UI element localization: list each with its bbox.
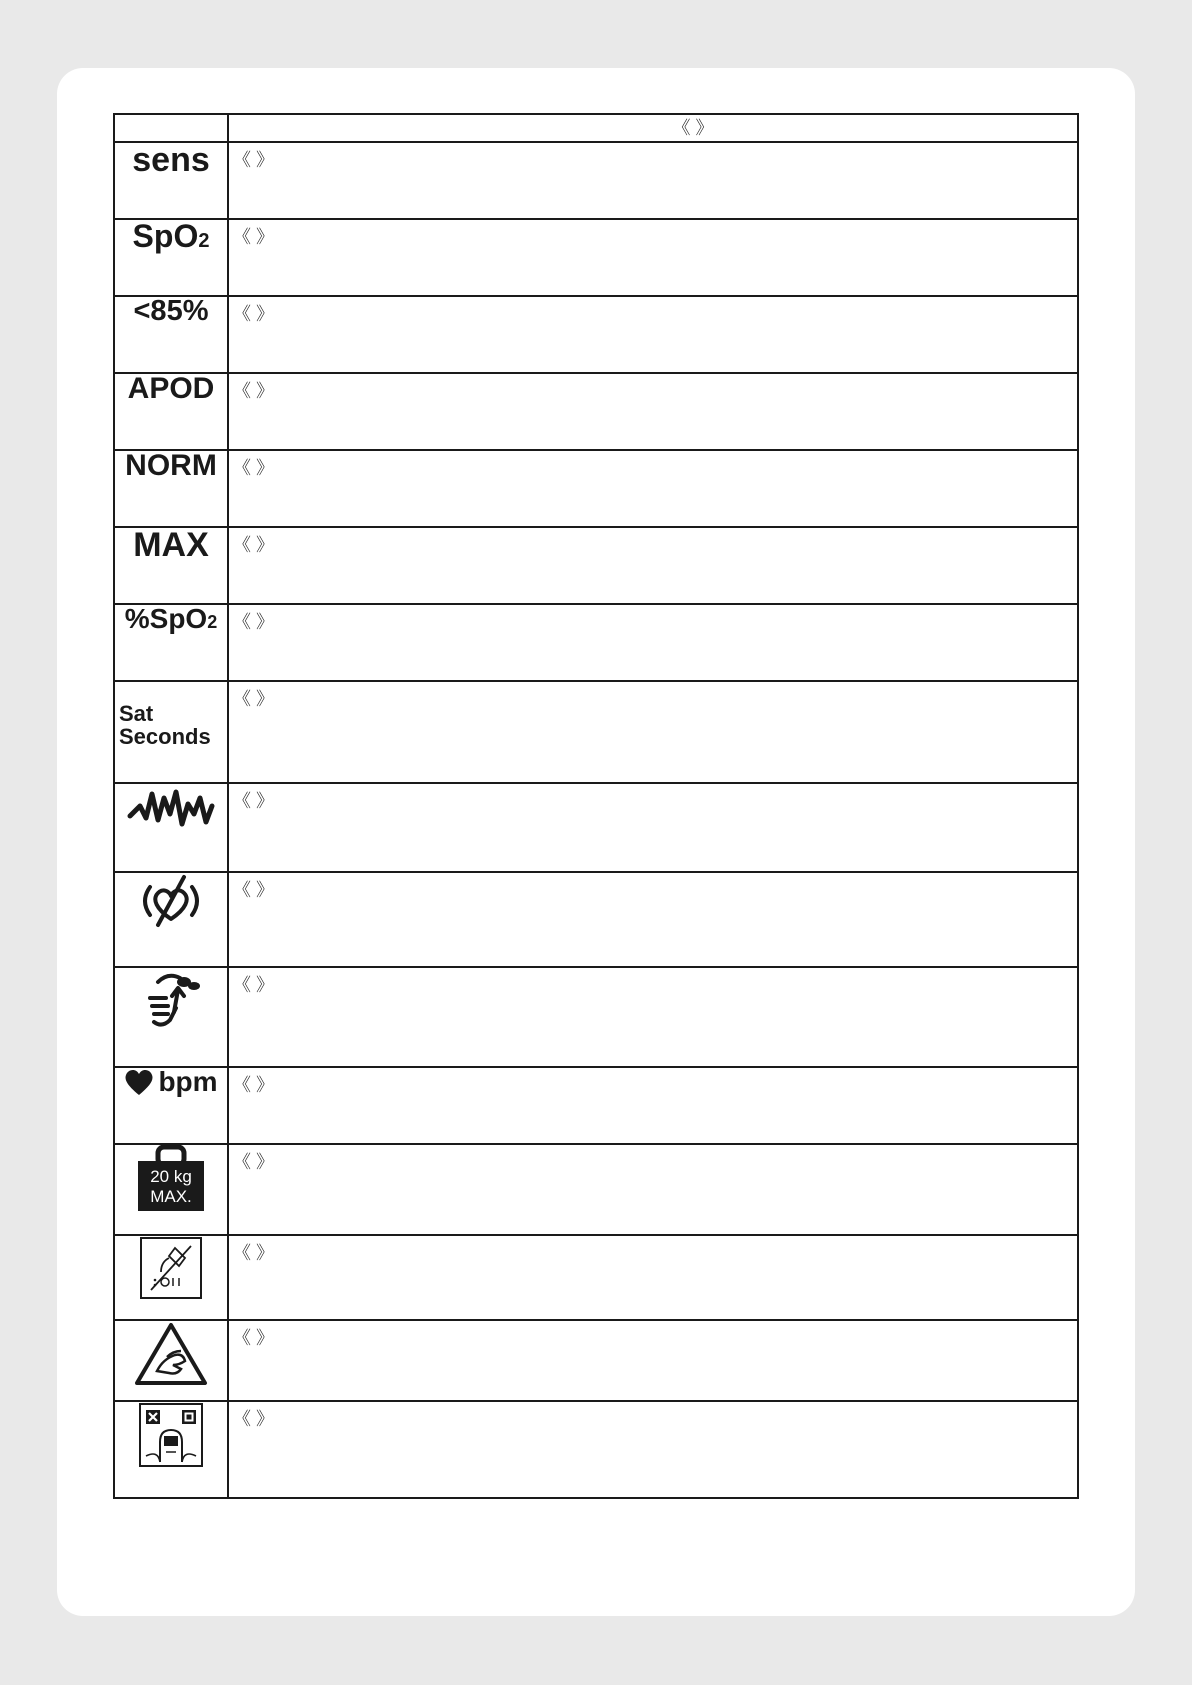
heart-icon [124, 1068, 154, 1096]
description-cell [228, 527, 1078, 604]
symbol-cell [114, 1235, 228, 1320]
description-cell [228, 872, 1078, 967]
description-cell [228, 783, 1078, 872]
table-row [114, 450, 1078, 527]
symbol-table [113, 113, 1079, 1499]
table-row [114, 1320, 1078, 1401]
table-row [114, 681, 1078, 783]
table-row [114, 783, 1078, 872]
description-cell [228, 1144, 1078, 1235]
description-text: 《 》 [233, 1152, 275, 1172]
symbol-cell [114, 681, 228, 783]
pinch-hazard-icon [115, 1321, 227, 1387]
symbol-cell [114, 527, 228, 604]
description-text: 《 》 [233, 1243, 275, 1263]
symbol-cell [114, 967, 228, 1067]
sensor-off-finger-icon [115, 968, 227, 1038]
header-meaning-label: 《 》 [672, 118, 714, 138]
description-cell [228, 1320, 1078, 1401]
description-cell [228, 1401, 1078, 1498]
description-cell [228, 373, 1078, 450]
description-text: 《 》 [233, 791, 275, 811]
symbol-cell [114, 1320, 228, 1401]
symbol-cell [114, 1144, 228, 1235]
sat-seconds-symbol: Sat Seconds [119, 701, 211, 749]
symbol-cell [114, 783, 228, 872]
description-text: 《 》 [233, 1328, 275, 1348]
symbol-cell [114, 219, 228, 296]
heart-bpm-symbol: bpm [124, 1068, 217, 1096]
description-cell [228, 604, 1078, 681]
description-text: 《 》 [233, 1409, 275, 1429]
svg-text:20 kg: 20 kg [150, 1167, 192, 1186]
description-text: 《 》 [233, 612, 275, 632]
spo2-symbol: SpO2 [132, 218, 210, 254]
header-meaning-cell [228, 114, 1078, 142]
symbol-cell [114, 142, 228, 219]
no-oil-icon [115, 1236, 227, 1300]
apod-symbol: APOD [127, 372, 215, 405]
lock-unlock-icon [115, 1402, 227, 1468]
table-row [114, 1235, 1078, 1320]
table-row [114, 967, 1078, 1067]
weight-icon [115, 1145, 227, 1213]
description-text: 《 》 [233, 689, 275, 709]
description-cell [228, 1067, 1078, 1144]
table-row [114, 527, 1078, 604]
description-cell [228, 142, 1078, 219]
table-row [114, 604, 1078, 681]
pulse-waveform-icon [115, 784, 227, 834]
below-85-percent-symbol: <85% [133, 295, 209, 327]
table-row [114, 373, 1078, 450]
no-pulse-icon [115, 873, 227, 929]
header-symbol-cell [114, 114, 228, 142]
table-header-row [114, 114, 1078, 142]
description-text: 《 》 [233, 458, 275, 478]
max-symbol: MAX [133, 526, 209, 564]
description-text: 《 》 [233, 150, 275, 170]
description-cell [228, 219, 1078, 296]
description-cell [228, 1235, 1078, 1320]
norm-symbol: NORM [125, 449, 217, 482]
table-row [114, 1144, 1078, 1235]
sens-symbol: sens [132, 141, 210, 179]
table-row [114, 219, 1078, 296]
description-text: 《 》 [233, 880, 275, 900]
table-row [114, 872, 1078, 967]
symbol-cell [114, 1067, 228, 1144]
description-cell [228, 296, 1078, 373]
table-row [114, 296, 1078, 373]
description-cell [228, 967, 1078, 1067]
symbol-cell [114, 296, 228, 373]
table-row [114, 1401, 1078, 1498]
symbol-cell [114, 450, 228, 527]
description-text: 《 》 [233, 304, 275, 324]
description-text: 《 》 [233, 975, 275, 995]
document-page [57, 68, 1135, 1616]
symbol-cell [114, 1401, 228, 1498]
description-text: 《 》 [233, 535, 275, 555]
description-cell [228, 450, 1078, 527]
description-cell [228, 681, 1078, 783]
description-text: 《 》 [233, 1075, 275, 1095]
symbol-cell [114, 604, 228, 681]
description-text: 《 》 [233, 227, 275, 247]
svg-text:MAX.: MAX. [150, 1187, 192, 1206]
description-text: 《 》 [233, 381, 275, 401]
symbol-cell [114, 872, 228, 967]
symbol-cell [114, 373, 228, 450]
percent-spo2-symbol: %SpO2 [124, 603, 218, 634]
table-row [114, 1067, 1078, 1144]
table-row [114, 142, 1078, 219]
